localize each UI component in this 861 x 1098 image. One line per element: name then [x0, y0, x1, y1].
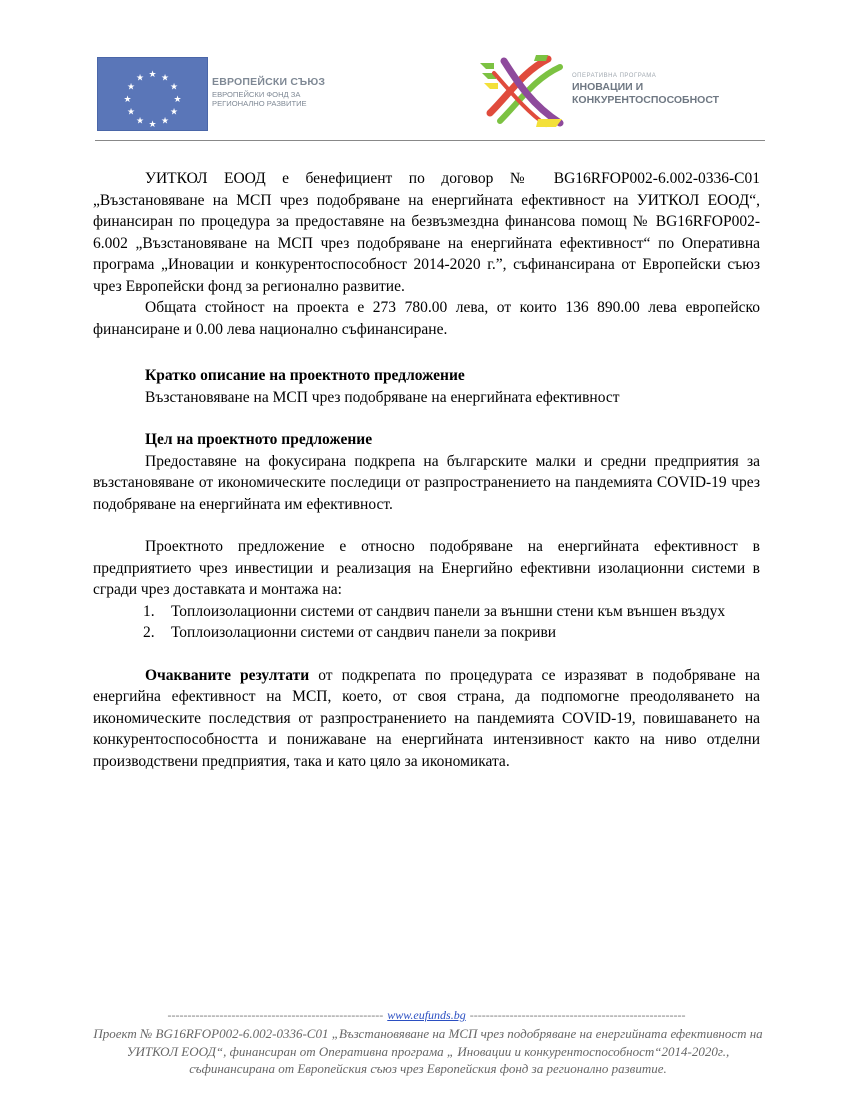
op-logo-text	[572, 73, 719, 105]
footer-disclaimer: Проект № BG16RFOP002-6.002-0336-C01 „Възстановяване на МСП чрез подобряване на енергийната ефективност на УИТКОЛ ЕООД“, финансиран от Оперативна програма „ Иновации и конкурентоспособност“2014-2020г., съфинансирана от Европейския съюз чрез Европейския фонд за регионално развитие.	[93, 1026, 763, 1076]
list-item-number: 1.	[143, 602, 155, 620]
op-logo-small-text: ОПЕРАТИВНА ПРОГРАМА	[572, 73, 657, 79]
description-text: Възстановяване на МСП чрез подобряване на енергийната ефективност	[145, 388, 620, 406]
project-cost-paragraph: Общата стойност на проекта е 273 780.00 лева, от които 136 890.00 лева европейско финансиране и 0.00 лева национално съфинансиране.	[93, 299, 760, 338]
svg-text:★: ★	[148, 70, 157, 80]
results-label: Очакваните резултати	[145, 666, 310, 684]
footer-dashes-right: ------------------------------------------------------	[469, 1008, 686, 1022]
svg-text:★: ★	[169, 82, 179, 93]
eu-flag-logo	[97, 57, 208, 131]
scope-paragraph: Проектното предложение е относно подобряване на енергийната ефективност в предприятието чрез инвестиции и реализация на Енергийно ефективни изолационни системи в сгради чрез доставката и монтажа на:	[93, 538, 760, 598]
eu-logo-line3: РЕГИОНАЛНО РАЗВИТИЕ	[212, 99, 307, 109]
svg-text:★: ★	[173, 95, 182, 105]
svg-text:★: ★	[148, 120, 157, 130]
list-item-text: Топлоизолационни системи от сандвич панели за външни стени към външен въздух	[171, 602, 726, 620]
svg-text:★: ★	[160, 116, 170, 127]
eu-logo-line1: ЕВРОПЕЙСКИ СЪЮЗ	[212, 76, 326, 88]
svg-text:★: ★	[160, 73, 170, 84]
svg-text:★: ★	[169, 107, 179, 118]
op-innovation-logo-icon	[476, 53, 568, 129]
document-body	[93, 168, 760, 772]
op-logo-line2: КОНКУРЕНТОСПОСОБНОСТ	[572, 93, 720, 106]
scope-list	[93, 601, 760, 644]
list-item-number: 2.	[143, 624, 155, 641]
svg-text:★: ★	[135, 116, 145, 127]
svg-text:★: ★	[126, 82, 136, 93]
eufunds-link[interactable]: www.eufunds.bg	[387, 1008, 466, 1022]
description-heading: Кратко описание на проектното предложение	[145, 367, 465, 384]
eu-stars-icon	[98, 58, 207, 130]
op-logo-line1: ИНОВАЦИИ И	[572, 81, 644, 93]
svg-text:★: ★	[135, 73, 145, 84]
eu-logo-text	[212, 77, 352, 108]
eu-logo-line2: ЕВРОПЕЙСКИ ФОНД ЗА	[212, 89, 301, 99]
list-item	[93, 622, 760, 644]
goal-text: Предоставяне на фокусирана подкрепа на българските малки и средни предприятия за възстановяване от икономическите последици от разпространението на пандемията COVID-19 чрез подобряване на енергийната им ефективност.	[93, 452, 760, 513]
footer-separator	[93, 1007, 760, 1023]
svg-text:★: ★	[126, 107, 136, 118]
header-divider	[95, 140, 765, 141]
footer-dashes-left: ------------------------------------------------------	[167, 1008, 384, 1022]
beneficiary-paragraph: УИТКОЛ ЕООД е бенефициент по договор № BG16RFOP002-6.002-0336-C01 „Възстановяване на МСП чрез подобряване на енергийната ефективност на УИТКОЛ ЕООД“, финансиран по процедура за предоставяне на безвъзмездна финансова помощ № BG16RFOP002-6.002 „Възстановяване на МСП чрез подобряване на енергийната ефективност“ по Оперативна програма „Иновации и конкурентоспособност 2014-2020 г.”, съфинансирана от Европейски съюз чрез Европейски фонд за регионално развитие.	[93, 170, 760, 295]
results-paragraph	[93, 665, 760, 773]
list-item-text: Топлоизолационни системи от сандвич панели за покриви	[171, 624, 557, 641]
list-item	[93, 601, 760, 623]
results-text: от подкрепата по процедурата се изразяват в подобряване на енергийна ефективност на МСП, което, от своя страна, да подпомогне преодоляването на икономическите последствия от разпространението на пандемията COVID-19, повишаването на конкурентоспособността и понижаване на енергийната интензивност както на ниво отделни производствени предприятия, така и като цяло за икономиката.	[93, 666, 760, 770]
goal-heading: Цел на проектното предложение	[145, 431, 373, 448]
svg-text:★: ★	[123, 95, 132, 105]
